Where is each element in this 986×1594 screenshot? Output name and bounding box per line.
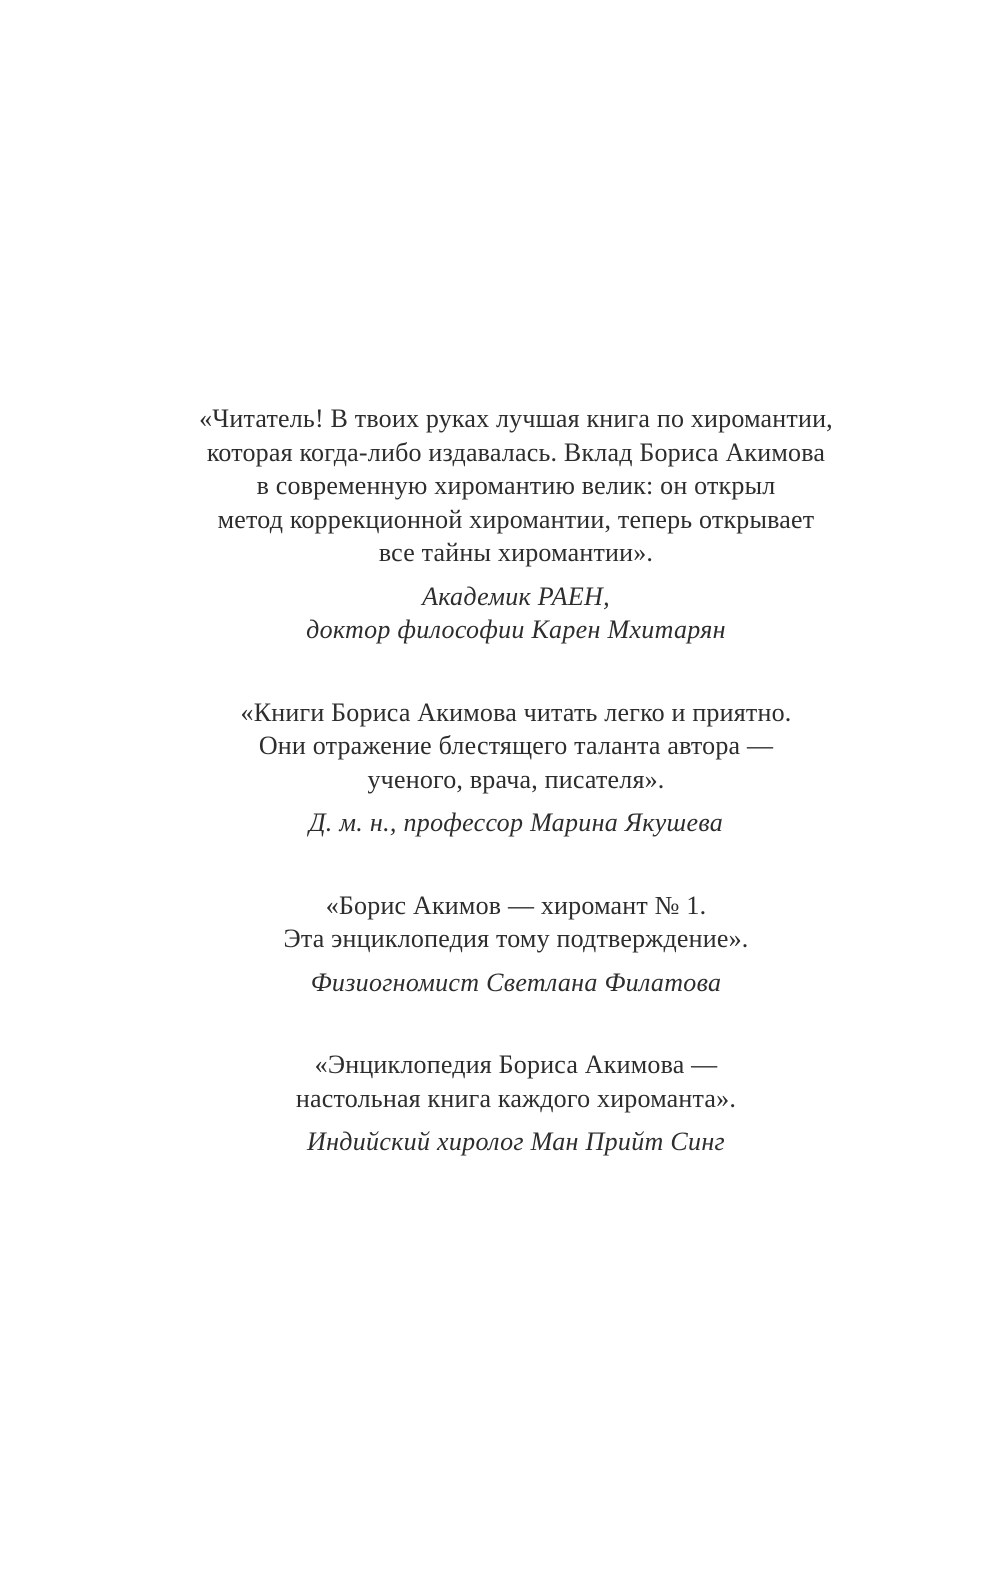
quote-line: ученого, врача, писателя». [367, 764, 665, 794]
quote-line: в современную хиромантию велик: он открыл [256, 471, 776, 500]
quote-line: «Читатель! В твоих руках лучшая книга по хиромантии, [199, 404, 833, 433]
quote-line: Эта энциклопедия тому подтверждение». [283, 924, 749, 953]
quote-attribution [186, 966, 846, 1000]
quote-text [186, 696, 846, 797]
quote-line: «Энциклопедия Бориса Акимова — [314, 1050, 718, 1079]
quote-line: которая когда-либо издавалась. Вклад Бориса Акимова [206, 437, 826, 467]
quote-block-1 [186, 402, 846, 647]
quote-line: «Борис Акимов — хиромант № 1. [325, 890, 707, 920]
quote-attribution [186, 806, 846, 840]
quote-text [186, 889, 846, 956]
quote-block-3 [186, 889, 846, 1000]
quote-block-2 [186, 696, 846, 840]
attribution-line: доктор философии Карен Мхитарян [306, 615, 726, 644]
quote-attribution [186, 1125, 846, 1159]
quote-block-4 [186, 1048, 846, 1159]
quote-text [186, 402, 846, 570]
quote-line: метод коррекционной хиромантии, теперь открывает [217, 504, 815, 534]
quote-line: настольная книга каждого хироманта». [295, 1083, 737, 1113]
quote-line: все тайны хиромантии». [378, 538, 654, 567]
attribution-line: Физиогномист Светлана Филатова [310, 967, 722, 997]
quote-line: «Книги Бориса Акимова читать легко и приятно. [240, 697, 792, 727]
quote-text [186, 1048, 846, 1115]
quote-attribution [186, 580, 846, 647]
attribution-line: Академик РАЕН, [422, 581, 610, 611]
attribution-line: Д. м. н., профессор Марина Якушева [308, 808, 724, 837]
quote-line: Они отражение блестящего таланта автора — [258, 731, 774, 760]
attribution-line: Индийский хиролог Ман Прийт Синг [307, 1127, 725, 1156]
endorsements-block [186, 0, 846, 1159]
